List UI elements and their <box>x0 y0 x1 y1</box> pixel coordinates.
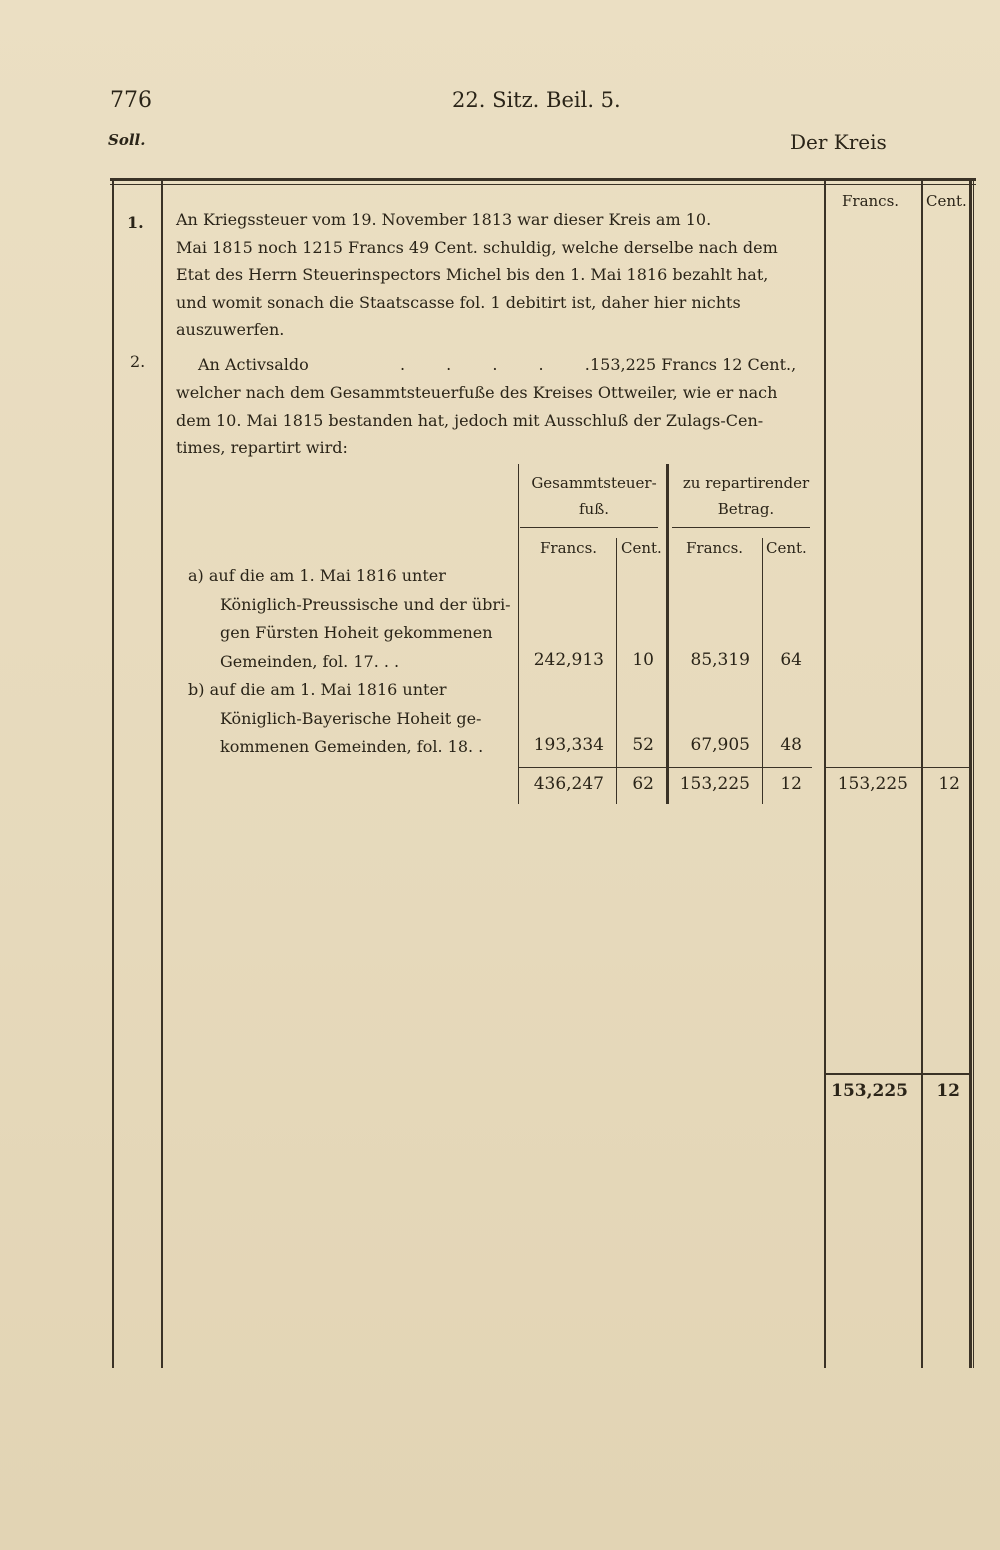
subtable-left-rule <box>518 464 519 804</box>
gesammtsteuerfuss-header-line: fuß. <box>579 500 609 518</box>
item-1-line: auszuwerfen. <box>176 320 285 339</box>
betrag-francs-header: Francs. <box>686 539 744 557</box>
number-column-divider <box>161 180 163 1368</box>
subtable-betrag-cent-rule <box>762 538 763 804</box>
right-border <box>969 180 972 1368</box>
row-a-betrag-francs: 85,319 <box>690 650 750 670</box>
total-betrag-francs: 153,225 <box>679 774 750 794</box>
row-b-fuss-francs: 193,334 <box>533 735 604 755</box>
item-2-cent: 12 <box>938 774 960 794</box>
activsaldo-label: An Activsaldo <box>198 355 309 374</box>
row-a-fuss-francs: 242,913 <box>533 650 604 670</box>
total-fuss-francs: 436,247 <box>533 774 604 794</box>
running-title: 22. Sitz. Beil. 5. <box>452 88 621 112</box>
row-b-label <box>188 676 483 762</box>
item-1-number: 1. <box>127 213 144 232</box>
row-a-label <box>188 562 511 676</box>
item-2-text <box>176 379 816 462</box>
item-1-line: An Kriegssteuer vom 19. November 1813 war dieser Kreis am 10. <box>176 210 712 229</box>
row-a-line: gen Fürsten Hoheit gekommenen <box>220 623 493 642</box>
item-1-line: Mai 1815 noch 1215 Francs 49 Cent. schuldig, welche derselbe nach dem <box>176 237 778 257</box>
betrag-cent-header: Cent. <box>766 539 807 557</box>
right-total-rule <box>824 767 970 768</box>
row-a-line: a) auf die am 1. Mai 1816 unter <box>188 566 446 585</box>
subtable-fuss-cent-rule <box>616 538 617 804</box>
gesammtsteuerfuss-header-line: Gesammtsteuer- <box>531 474 657 492</box>
betrag-header-line: Betrag. <box>717 500 775 518</box>
grand-total-rule <box>824 1073 970 1075</box>
activsaldo-amount: 153,225 Francs 12 Cent., <box>590 355 797 374</box>
item-1-line: Etat des Herrn Steuerinspectors Michel bis den 1. Mai 1816 bezahlt hat, <box>176 265 769 284</box>
total-betrag-cent: 12 <box>780 774 802 794</box>
kreis-label: Der Kreis <box>790 130 887 154</box>
page-number: 776 <box>110 88 152 113</box>
activsaldo-dots: . . . . . <box>400 355 608 374</box>
repartirender-betrag-header <box>672 470 820 522</box>
fuss-francs-header: Francs. <box>540 539 598 557</box>
item-2-line: dem 10. Mai 1815 bestanden hat, jedoch mit Ausschluß der Zulags-Cen- <box>176 410 764 430</box>
top-rule-thin <box>110 184 976 185</box>
row-b-betrag-cent: 48 <box>780 735 802 755</box>
right-border-thin <box>973 180 974 1368</box>
betrag-header-line: zu repartirender <box>682 474 810 492</box>
item-1-text <box>176 206 816 344</box>
top-rule <box>110 178 976 181</box>
row-b-line: Königlich-Bayerische Hoheit ge- <box>220 708 482 728</box>
item-2-number: 2. <box>130 352 146 371</box>
item-2-francs: 153,225 <box>837 774 908 794</box>
fuss-cent-header: Cent. <box>621 539 662 557</box>
francs-column-header: Francs. <box>842 192 900 210</box>
row-a-fuss-cent: 10 <box>632 650 654 670</box>
gesammtsteuerfuss-header <box>520 470 668 522</box>
cent-column-divider <box>921 180 923 1368</box>
total-fuss-cent: 62 <box>632 774 654 794</box>
subtable-total-rule <box>518 767 812 768</box>
subtable-group2-underline <box>672 527 810 528</box>
row-a-line: Königlich-Preussische und der übri- <box>220 594 511 614</box>
row-b-line: kommenen Gemeinden, fol. 18. . <box>220 737 484 756</box>
row-b-line: b) auf die am 1. Mai 1816 unter <box>188 680 447 699</box>
row-a-line: Gemeinden, fol. 17. . . <box>220 651 400 671</box>
left-border <box>112 180 114 1368</box>
row-b-betrag-francs: 67,905 <box>690 735 750 755</box>
cent-column-header: Cent. <box>926 192 967 210</box>
item-2-line: welcher nach dem Gesammtsteuerfuße des Kreises Ottweiler, wie er nach <box>176 383 778 402</box>
francs-column-left-divider <box>824 180 826 1368</box>
grand-total-cent: 12 <box>936 1081 960 1101</box>
row-a-betrag-cent: 64 <box>780 650 802 670</box>
item-2-line: times, repartirt wird: <box>176 438 348 457</box>
row-b-fuss-cent: 52 <box>632 735 654 755</box>
grand-total-francs: 153,225 <box>831 1081 908 1101</box>
soll-label: Soll. <box>108 131 146 149</box>
item-1-line: und womit sonach die Staatscasse fol. 1 debitirt ist, daher hier nichts <box>176 292 741 312</box>
subtable-group1-underline <box>520 527 658 528</box>
